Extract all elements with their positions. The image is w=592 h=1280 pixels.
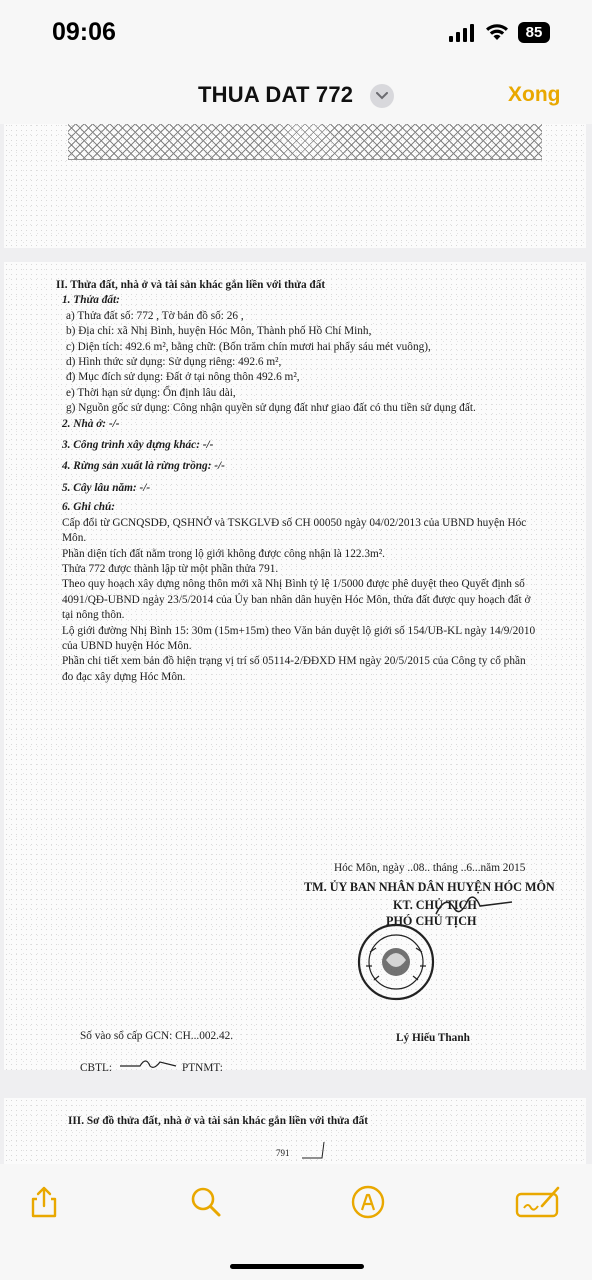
place-date: Hóc Môn, ngày ..08.. tháng ..6...năm 2015 (334, 862, 526, 874)
home-indicator (230, 1264, 364, 1269)
share-icon[interactable] (26, 1184, 62, 1220)
field-purpose: đ) Mục đích sử dụng: Đất ở tại nông thôn 492.6 m², (66, 371, 300, 384)
parcel-map-sketch (300, 1138, 340, 1164)
map-parcel-label: 791 (276, 1148, 290, 1158)
section-heading-3: III. Sơ đồ thửa đất, nhà ở và tài sản khác gắn liền với thửa đất (68, 1115, 369, 1127)
subsection-notes: 6. Ghi chú: (62, 501, 116, 514)
signature-button-icon[interactable] (514, 1184, 562, 1220)
signature-icon (434, 890, 514, 920)
note-line: Phần diện tích đất nằm trong lộ giới không được công nhận là 122.3m². (62, 547, 385, 560)
document-page-3 (4, 1098, 586, 1164)
subsection-other-works: 3. Công trình xây dựng khác: -/- (62, 439, 214, 452)
cellular-signal-icon (449, 24, 474, 42)
note-line: Phần chi tiết xem bản đồ hiện trạng vị trí số 05114-2/ĐĐXD HM ngày 20/5/2015 của Công ty cổ phần (62, 655, 526, 668)
note-line: Môn. (62, 532, 87, 545)
status-bar (0, 0, 592, 66)
note-line: tại nông thôn. (62, 609, 125, 622)
note-line: 4091/QĐ-UBND ngày 23/5/2014 của Ủy ban nhân dân huyện Hóc Môn, thửa đất được quy hoạch đất ở (62, 593, 531, 606)
initials-icon (120, 1054, 180, 1072)
document-page-2 (4, 262, 586, 1074)
signing-subtitle: PHÓ CHỦ TỊCH (386, 914, 477, 928)
navigation-bar (0, 66, 592, 124)
wifi-icon (484, 22, 510, 42)
document-title[interactable]: THUA DAT 772 (198, 82, 354, 107)
field-address: b) Địa chỉ: xã Nhị Bình, huyện Hóc Môn, Thành phố Hồ Chí Minh, (66, 325, 372, 338)
search-icon[interactable] (188, 1184, 224, 1220)
bottom-toolbar (0, 1164, 592, 1280)
markup-icon[interactable] (350, 1184, 386, 1220)
subsection-perennial: 5. Cây lâu năm: -/- (62, 481, 151, 494)
official-seal-icon (356, 922, 436, 1002)
field-origin: g) Nguồn gốc sử dụng: Công nhận quyền sử dụng đất như giao đất có thu tiền sử dụng đất. (66, 402, 476, 415)
field-term: e) Thời hạn sử dụng: Ổn định lâu dài, (66, 386, 236, 399)
note-line: của UBND huyện Hóc Môn. (62, 639, 192, 652)
note-line: Cấp đổi từ GCNQSDĐ, QSHNỞ và TSKGLVĐ số CH 00050 ngày 04/02/2013 của UBND huyện Hóc (62, 516, 527, 529)
document-viewer[interactable] (0, 124, 592, 1164)
registration-number: Số vào sổ cấp GCN: CH...002.42. (80, 1030, 234, 1042)
field-parcel-no: a) Thửa đất số: 772 , Tờ bản đồ số: 26 , (66, 309, 244, 322)
note-line: Lộ giới đường Nhị Bình 15: 30m (15m+15m) theo Văn bản duyệt lộ giới số 154/UB-KL ngày 14/9/2010 (62, 624, 536, 637)
cbtl-label: CBTL: (80, 1062, 113, 1074)
signer-name: Lý Hiếu Thanh (396, 1032, 470, 1044)
note-line: Theo quy hoạch xây dựng nông thôn mới xã Nhị Bình tỷ lệ 1/5000 được phê duyệt theo Quyết định số (62, 578, 525, 591)
field-area: c) Diện tích: 492.6 m², bằng chữ: (Bốn trăm chín mươi hai phẩy sáu mét vuông), (66, 340, 431, 353)
document-page-1 (4, 124, 586, 248)
note-line: Thửa 772 được thành lập từ một phần thửa 791. (62, 562, 279, 575)
chevron-down-icon[interactable] (370, 84, 394, 108)
battery-indicator: 85 (518, 22, 550, 43)
field-usage-form: d) Hình thức sử dụng: Sử dụng riêng: 492.6 m², (66, 356, 282, 369)
ptnmt-label: PTNMT: (182, 1062, 223, 1074)
subsection-house: 2. Nhà ở: -/- (62, 417, 120, 430)
signing-title: KT. CHỦ TỊCH (393, 898, 477, 912)
section-heading: II. Thửa đất, nhà ở và tài sản khác gắn liền với thửa đất (56, 279, 326, 291)
status-time: 09:06 (52, 18, 116, 46)
done-button[interactable]: Xong (508, 83, 561, 106)
note-line: đo đạc xây dựng Hóc Môn. (62, 670, 186, 683)
subsection-land: 1. Thửa đất: (62, 294, 120, 307)
subsection-forest: 4. Rừng sản xuất là rừng trồng: -/- (62, 460, 225, 473)
signing-organization: TM. ỦY BAN NHÂN DÂN HUYỆN HÓC MÔN (304, 880, 555, 894)
decorative-border (68, 124, 542, 160)
